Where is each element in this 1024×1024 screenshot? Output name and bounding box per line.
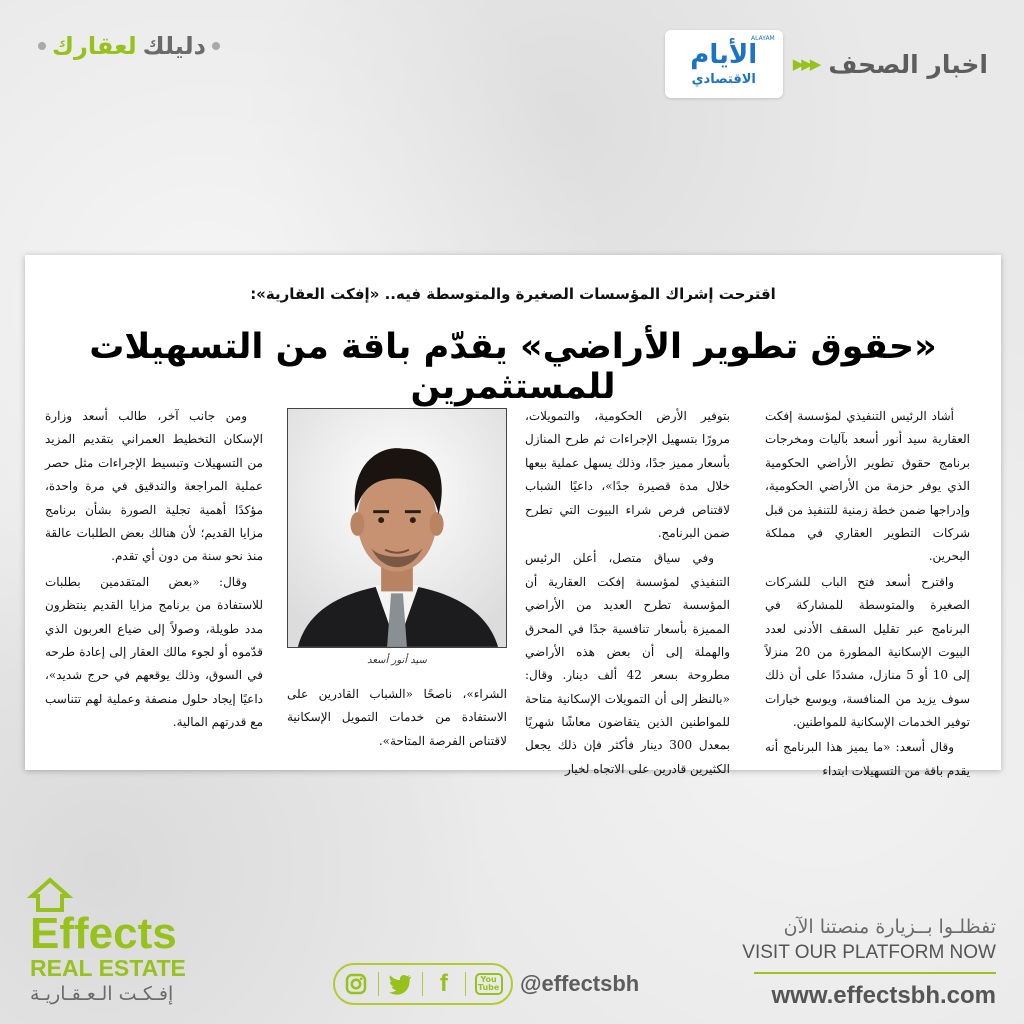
divider xyxy=(754,972,996,974)
paragraph: وقال أسعد: «ما يميز هذا البرنامج أنه يقدم باقة من التسهيلات ابتداء xyxy=(765,740,970,778)
website-link[interactable]: www.effectsbh.com xyxy=(771,982,996,1009)
article-column-2 xyxy=(525,405,731,776)
article-column-1 xyxy=(765,405,971,778)
dot-right xyxy=(212,42,220,50)
alayam-newspaper-logo xyxy=(665,30,783,98)
paragraph: الشراء»، ناصحًا «الشباب القادرين على الاستفادة من خدمات التمويل الإسكانية لاقتناص الفرصة المتاحة». xyxy=(287,687,507,748)
triple-arrow-icon: ▶▶▶ xyxy=(792,55,819,73)
logo-latin-text: ALAYAM xyxy=(751,35,775,42)
brand-tagline xyxy=(38,32,220,60)
dot-left xyxy=(38,42,46,50)
paragraph: وقال: «بعض المتقدمين بطلبات للاستفادة من برنامج مزايا القديم ينتظرون مدد طويلة، وصولاً إلى ضياع العربون الذي قدّموه أو لجوء مالك العقار إلى إعادة طرحه في السوق، وذلك يوقعهم في حرج شديد»، داعيًا إيجاد حلول منصفة وعملية لهم تتناسب مع قدرتهم المالية. xyxy=(45,574,263,730)
brand-name: Effects xyxy=(30,909,177,958)
paragraph: بتوفير الأرض الحكومية، والتمويلات، مرورًا بتسهيل الإجراءات ثم طرح المنازل بأسعار مميز جدًا، وذلك يسهل عملية بيعها خلال مدة قصيرة جدًا»، داعيًا الشباب لاقتناص فرص شراء البيوت التي تطرح ضمن البرنامج. xyxy=(525,409,730,540)
article-headline: «حقوق تطوير الأراضي» يقدّم باقة من التسهيلات للمستثمرين xyxy=(89,327,937,407)
paragraph: وفي سياق متصل، أعلن الرئيس التنفيذي لمؤسسة إفكت العقارية أن المؤسسة تطرح العديد من الأراضي المميزة بأسعار تنافسية جدًا في المحرق والهملة إلى أن بعض هذه الأراضي مطروحة بسعر 42 ألف دينار. وقال: «بالنظر إلى أن التمويلات الإسكانية متاحة للمواطنين الذين يتقاضون معاشًا شهريًا بمعدل 300 دينار فأكثر فإن ذلك يجعل الكثيرين قادرين على الاتجاه لخيار xyxy=(525,551,731,776)
effects-brand-logo xyxy=(30,878,186,1005)
visit-arabic: تفظلـوا بــزيارة منصتنا الآن xyxy=(783,916,996,938)
article-column-4 xyxy=(45,405,263,767)
article-kicker: اقترحت إشراك المؤسسات الصغيرة والمتوسطة فيه.. «إفكت العقارية»: xyxy=(250,285,776,303)
brand-subtitle: REAL ESTATE xyxy=(30,955,186,981)
photo-caption: سيد أنور أسعد xyxy=(367,655,427,666)
divider xyxy=(378,972,379,996)
visit-platform-block xyxy=(742,916,996,1010)
paragraph: أشاد الرئيس التنفيذي لمؤسسة إفكت العقارية سيد أنور أسعد بآليات ومخرجات برنامج حقوق تطوير الأراضي الحكومية الذي يوفر حزمة من الأراضي الحكومية، وإدراجها ضمن خطة زمنية للتنفيذ من قبل شركات التطوير العقاري في مملكة البحرين. xyxy=(765,409,970,564)
tagline-word-property: لعقارك xyxy=(52,32,137,60)
paragraph: ومن جانب آخر، طالب أسعد وزارة الإسكان التخطيط العمراني بتقديم المزيد من التسهيلات وتبسيط الإجراءات مثل حصر عملية المراجعة والتدقيق في مرة واحدة، مؤكدًا أهمية تجلية الصورة بشأن برنامج مزايا القديم؛ لأن هنالك بعض الطلبات عالقة منذ نحو سنة من دون أي تقدم. xyxy=(45,409,263,564)
news-label: اخبار الصحف xyxy=(828,49,988,79)
paragraph: واقترح أسعد فتح الباب للشركات الصغيرة والمتوسطة للمشاركة في البرنامج عبر تقليل السقف الأدنى لعدد البيوت الإسكانية المطورة من 20 منزلاً إلى 10 أو 5 منازل، مشددًا على أن ذلك سوف يزيد من المنافسة، ويوسع خيارات توفير الخدمات الإسكانية للمواطنين. xyxy=(765,574,971,730)
news-source-header xyxy=(665,30,988,98)
logo-name: الأيام xyxy=(690,39,758,70)
portrait-photo xyxy=(287,408,507,648)
social-handle[interactable]: @effectsbh xyxy=(520,971,640,996)
youtube-icon[interactable]: You Tube xyxy=(475,973,503,995)
article-column-3 xyxy=(287,683,507,767)
brand-arabic-name: إفـكـت الـعـقـاريـة xyxy=(30,983,174,1006)
social-links xyxy=(333,963,513,1005)
divider xyxy=(465,972,466,996)
divider xyxy=(422,972,423,996)
instagram-icon[interactable] xyxy=(343,971,369,997)
tagline-word-guide: دليلك xyxy=(142,32,206,60)
twitter-icon[interactable] xyxy=(387,971,413,997)
visit-english: VISIT OUR PLATFORM NOW xyxy=(742,942,996,963)
person-portrait-icon xyxy=(288,409,506,647)
facebook-icon[interactable]: f xyxy=(439,970,448,997)
house-roof-icon xyxy=(30,878,70,912)
logo-section: الاقتصادي xyxy=(691,71,756,87)
newspaper-clipping xyxy=(25,255,1001,778)
